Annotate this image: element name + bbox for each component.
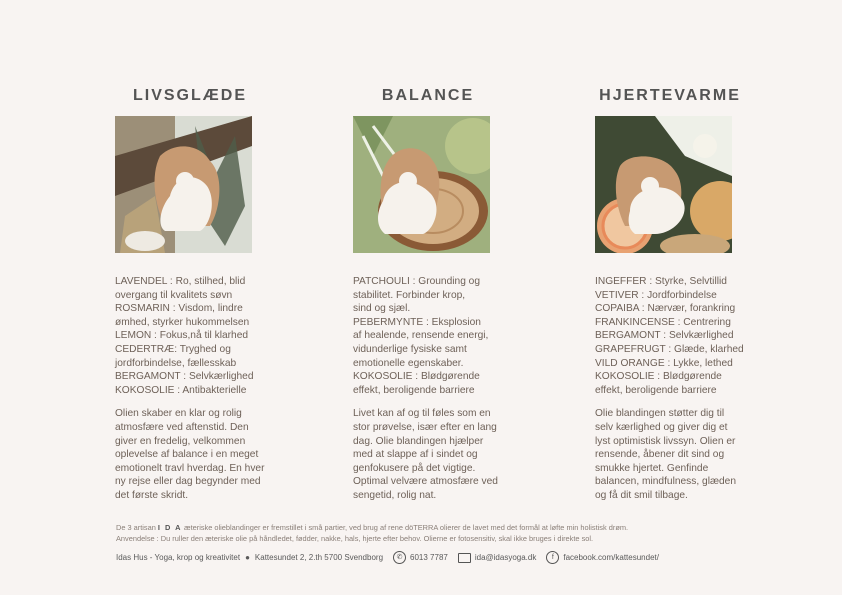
- footer-intro-rest: æteriske olieblandinger er fremstillet i små partier, ved brug af rene döTERRA olierer de lavet med det formål at løfte min holistisk drøm.: [181, 523, 629, 532]
- contact-bar: [116, 551, 741, 564]
- column-hjertevarme: [595, 87, 745, 503]
- phone-number[interactable]: 6013 7787: [410, 553, 448, 562]
- oil-line: INGEFFER : Styrke, Selvtillid: [595, 276, 727, 287]
- facebook-icon: f: [546, 551, 559, 564]
- column-livsglaede: [115, 87, 265, 503]
- footer-line-1: [116, 522, 736, 533]
- oil-line: ømhed, styrker hukommelsen: [115, 316, 250, 328]
- oil-line: FRANKINCENSE : Centrering: [595, 316, 731, 328]
- oil-line: vidunderlige fysiske samt: [353, 343, 467, 355]
- studio-name: Idas Hus - Yoga, krop og kreativitet: [116, 553, 241, 562]
- blend-description: Livet kan af og til føles som en stor prøvelse, især efter en lang dag. Olie blandingen hjælper med at slappe af i sindet og genfokusere på det vigtige. Optimal velvære atmosfære ved sengetid, rolig nat.: [353, 408, 498, 501]
- oil-line: VETIVER : Jordforbindelse: [595, 289, 717, 301]
- column-title: BALANCE: [381, 87, 475, 104]
- oil-line: overgang til kvalitets søvn: [115, 289, 233, 301]
- oil-line: LAVENDEL : Ro, stilhed, blid: [115, 276, 246, 287]
- oil-line: BERGAMONT : Selvkærlighed: [595, 330, 734, 342]
- column-title: HJERTEVARME: [599, 87, 741, 104]
- email-link[interactable]: ida@idasyoga.dk: [474, 553, 537, 562]
- oil-line: PEBERMYNTE : Eksplosion: [353, 316, 481, 328]
- brand-name: I D A: [157, 523, 182, 532]
- oil-line: BERGAMONT : Selvkærlighed: [115, 371, 254, 383]
- column-title: LIVSGLÆDE: [132, 87, 247, 104]
- facebook-link[interactable]: facebook.com/kattesundet/: [563, 553, 659, 562]
- footer-intro: De 3 artisan: [116, 523, 158, 532]
- oil-line: PATCHOULI : Grounding og: [353, 276, 481, 287]
- product-photo: [353, 116, 490, 253]
- oil-list: [353, 275, 503, 397]
- oil-line: KOKOSOLIE : Antibakterielle: [115, 384, 247, 396]
- column-balance: [353, 87, 503, 503]
- oil-line: KOKOSOLIE : Blødgørende: [595, 371, 722, 383]
- oil-line: stabilitet. Forbinder krop,: [353, 289, 466, 301]
- blend-description: Olien skaber en klar og rolig atmosfære ved aftenstid. Den giver en fredelig, velkommen oplevelse af balance i en meget emotionelt travl hverdag. En hver ny rejse eller dag begynder med det første skridt.: [115, 408, 265, 501]
- oil-line: jordforbindelse, fællesskab: [115, 357, 237, 369]
- oil-line: KOKOSOLIE : Blødgørende: [353, 371, 480, 383]
- oil-line: ROSMARIN : Visdom, lindre: [115, 303, 243, 315]
- blend-description: Olie blandingen støtter dig til selv kærlighed og giver dig et lyst optimistisk livssyn. Olien er rensende, åbener dit sind og smukke hjertet. Genfinde balancen, mindfulness, glæden og få dit smil tilbage.: [595, 408, 737, 501]
- bullet-separator: ●: [245, 553, 250, 562]
- oil-line: effekt, beroligende barriere: [353, 384, 475, 396]
- product-photo: [115, 116, 252, 253]
- footer-line-2: Anvendelse : Du ruller den æteriske olie på håndledet, fødder, nakke, hals, hjerte efter behov. Olierne er fotosensitiv, skal ikke bruges i direkte sol.: [116, 534, 594, 543]
- oil-list: [115, 275, 265, 397]
- oil-line: GRAPEFRUGT : Glæde, klarhed: [595, 343, 744, 355]
- oil-line: VILD ORANGE : Lykke, lethed: [595, 357, 733, 369]
- oil-line: effekt, beroligende barriere: [595, 384, 717, 396]
- product-photo: [595, 116, 732, 253]
- oil-line: COPAIBA : Nærvær, forankring: [595, 303, 736, 315]
- phone-icon: ✆: [393, 551, 406, 564]
- mail-icon: [458, 553, 471, 563]
- oil-line: emotionelle egenskaber.: [353, 357, 464, 369]
- oil-list: [595, 275, 745, 397]
- oil-line: af healende, rensende energi,: [353, 330, 489, 342]
- address: Kattesundet 2, 2.th 5700 Svendborg: [254, 553, 384, 562]
- oil-line: sind og sjæl.: [353, 303, 411, 315]
- footer-text: [116, 522, 736, 544]
- oil-line: LEMON : Fokus,nå til klarhed: [115, 330, 249, 342]
- oil-line: CEDERTRÆ: Tryghed og: [115, 343, 231, 355]
